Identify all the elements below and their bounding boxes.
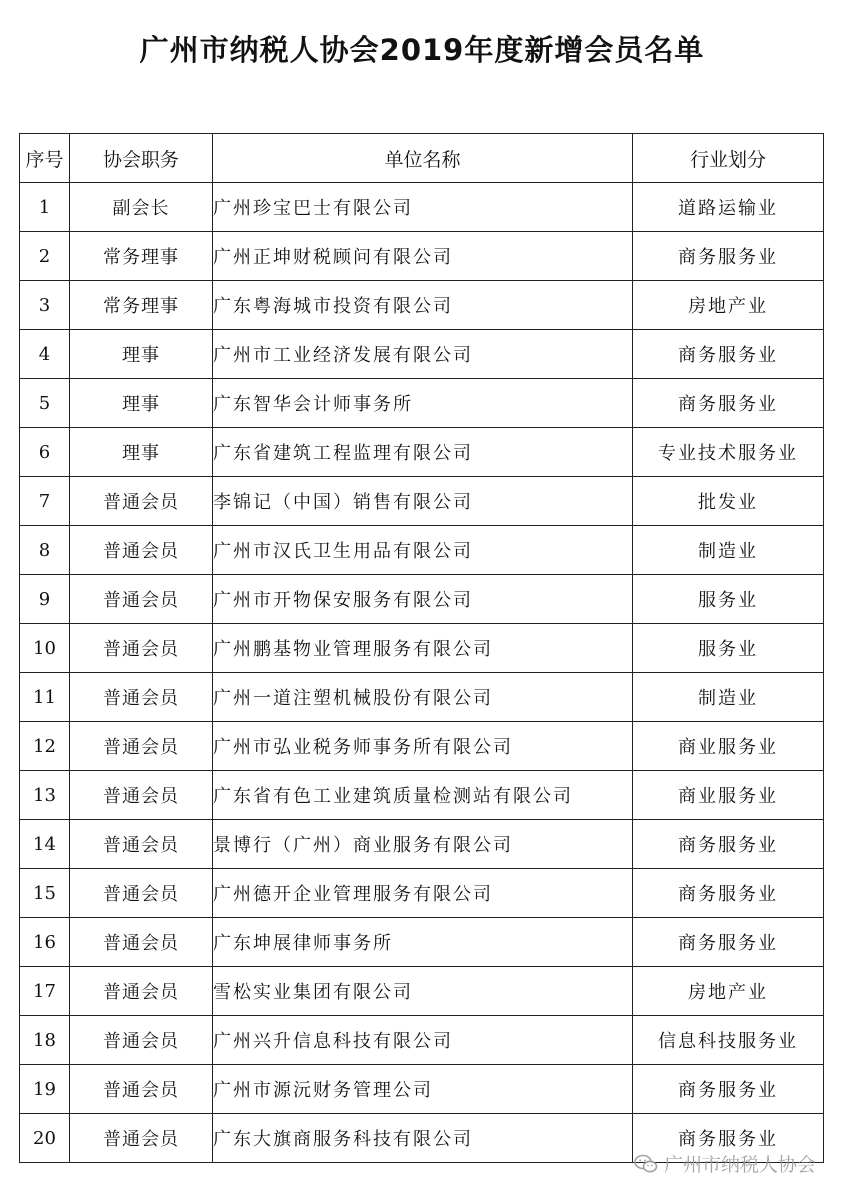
row-industry: 服务业 [633, 575, 824, 624]
header-role: 协会职务 [70, 134, 213, 183]
row-number: 16 [20, 918, 70, 967]
row-role: 普通会员 [70, 477, 213, 526]
row-role: 普通会员 [70, 1065, 213, 1114]
row-role: 理事 [70, 379, 213, 428]
table-row [20, 428, 824, 477]
row-industry: 商务服务业 [633, 330, 824, 379]
row-role: 普通会员 [70, 673, 213, 722]
row-industry: 专业技术服务业 [633, 428, 824, 477]
row-number: 13 [20, 771, 70, 820]
row-number: 18 [20, 1016, 70, 1065]
row-company-name: 广州市源沅财务管理公司 [213, 1065, 633, 1114]
row-role: 理事 [70, 428, 213, 477]
row-company-name: 广州珍宝巴士有限公司 [213, 183, 633, 232]
row-number: 5 [20, 379, 70, 428]
table-row [20, 330, 824, 379]
row-company-name: 广东大旗商服务科技有限公司 [213, 1114, 633, 1163]
row-role: 常务理事 [70, 232, 213, 281]
row-role: 普通会员 [70, 624, 213, 673]
row-number: 9 [20, 575, 70, 624]
row-company-name: 雪松实业集团有限公司 [213, 967, 633, 1016]
table-body [20, 183, 824, 1163]
row-number: 4 [20, 330, 70, 379]
row-company-name: 广州德开企业管理服务有限公司 [213, 869, 633, 918]
row-company-name: 广州鹏基物业管理服务有限公司 [213, 624, 633, 673]
row-company-name: 李锦记（中国）销售有限公司 [213, 477, 633, 526]
row-industry: 商务服务业 [633, 1114, 824, 1163]
row-industry: 商务服务业 [633, 232, 824, 281]
row-company-name: 广州市工业经济发展有限公司 [213, 330, 633, 379]
row-number: 14 [20, 820, 70, 869]
row-industry: 商业服务业 [633, 771, 824, 820]
row-industry: 商务服务业 [633, 918, 824, 967]
row-company-name: 广东省建筑工程监理有限公司 [213, 428, 633, 477]
row-number: 12 [20, 722, 70, 771]
row-role: 普通会员 [70, 820, 213, 869]
watermark [634, 1150, 816, 1177]
row-role: 常务理事 [70, 281, 213, 330]
table-row [20, 379, 824, 428]
row-company-name: 广州兴升信息科技有限公司 [213, 1016, 633, 1065]
row-industry: 道路运输业 [633, 183, 824, 232]
row-industry: 服务业 [633, 624, 824, 673]
table-row [20, 281, 824, 330]
row-company-name: 广州一道注塑机械股份有限公司 [213, 673, 633, 722]
table-row [20, 232, 824, 281]
row-role: 普通会员 [70, 575, 213, 624]
table-row [20, 477, 824, 526]
table-row [20, 771, 824, 820]
header-industry: 行业划分 [633, 134, 824, 183]
row-industry: 房地产业 [633, 967, 824, 1016]
member-table [19, 133, 824, 1163]
row-company-name: 广东智华会计师事务所 [213, 379, 633, 428]
row-role: 普通会员 [70, 918, 213, 967]
row-role: 理事 [70, 330, 213, 379]
row-role: 普通会员 [70, 722, 213, 771]
header-name: 单位名称 [213, 134, 633, 183]
row-industry: 商务服务业 [633, 1065, 824, 1114]
document-title: 广州市纳税人协会2019年度新增会员名单 [139, 33, 705, 67]
table-row [20, 820, 824, 869]
row-industry: 商务服务业 [633, 820, 824, 869]
row-company-name: 广东省有色工业建筑质量检测站有限公司 [213, 771, 633, 820]
row-industry: 制造业 [633, 526, 824, 575]
row-industry: 信息科技服务业 [633, 1016, 824, 1065]
row-company-name: 广东坤展律师事务所 [213, 918, 633, 967]
table-row [20, 526, 824, 575]
row-role: 普通会员 [70, 869, 213, 918]
wechat-icon [634, 1154, 658, 1174]
row-number: 11 [20, 673, 70, 722]
row-company-name: 广州市弘业税务师事务所有限公司 [213, 722, 633, 771]
row-role: 普通会员 [70, 1016, 213, 1065]
row-number: 15 [20, 869, 70, 918]
row-number: 8 [20, 526, 70, 575]
row-number: 1 [20, 183, 70, 232]
header-no: 序号 [20, 134, 70, 183]
row-role: 普通会员 [70, 1114, 213, 1163]
row-industry: 房地产业 [633, 281, 824, 330]
table-row [20, 575, 824, 624]
table-header-row [20, 134, 824, 183]
row-number: 10 [20, 624, 70, 673]
table-row [20, 918, 824, 967]
row-role: 普通会员 [70, 771, 213, 820]
table-row [20, 673, 824, 722]
row-number: 19 [20, 1065, 70, 1114]
row-number: 17 [20, 967, 70, 1016]
row-industry: 批发业 [633, 477, 824, 526]
row-industry: 商务服务业 [633, 869, 824, 918]
row-number: 7 [20, 477, 70, 526]
table-row [20, 183, 824, 232]
row-role: 副会长 [70, 183, 213, 232]
row-role: 普通会员 [70, 526, 213, 575]
table-row [20, 967, 824, 1016]
table-row [20, 722, 824, 771]
row-number: 6 [20, 428, 70, 477]
table-row [20, 869, 824, 918]
row-role: 普通会员 [70, 967, 213, 1016]
row-company-name: 广州市开物保安服务有限公司 [213, 575, 633, 624]
watermark-text: 广州市纳税人协会 [663, 1154, 816, 1176]
row-company-name: 广州正坤财税顾问有限公司 [213, 232, 633, 281]
row-company-name: 景博行（广州）商业服务有限公司 [213, 820, 633, 869]
row-industry: 商务服务业 [633, 379, 824, 428]
row-company-name: 广州市汉氏卫生用品有限公司 [213, 526, 633, 575]
table-row [20, 1016, 824, 1065]
row-number: 2 [20, 232, 70, 281]
row-number: 20 [20, 1114, 70, 1163]
row-industry: 商业服务业 [633, 722, 824, 771]
row-company-name: 广东粤海城市投资有限公司 [213, 281, 633, 330]
table-row [20, 1065, 824, 1114]
table-row [20, 624, 824, 673]
row-industry: 制造业 [633, 673, 824, 722]
row-number: 3 [20, 281, 70, 330]
